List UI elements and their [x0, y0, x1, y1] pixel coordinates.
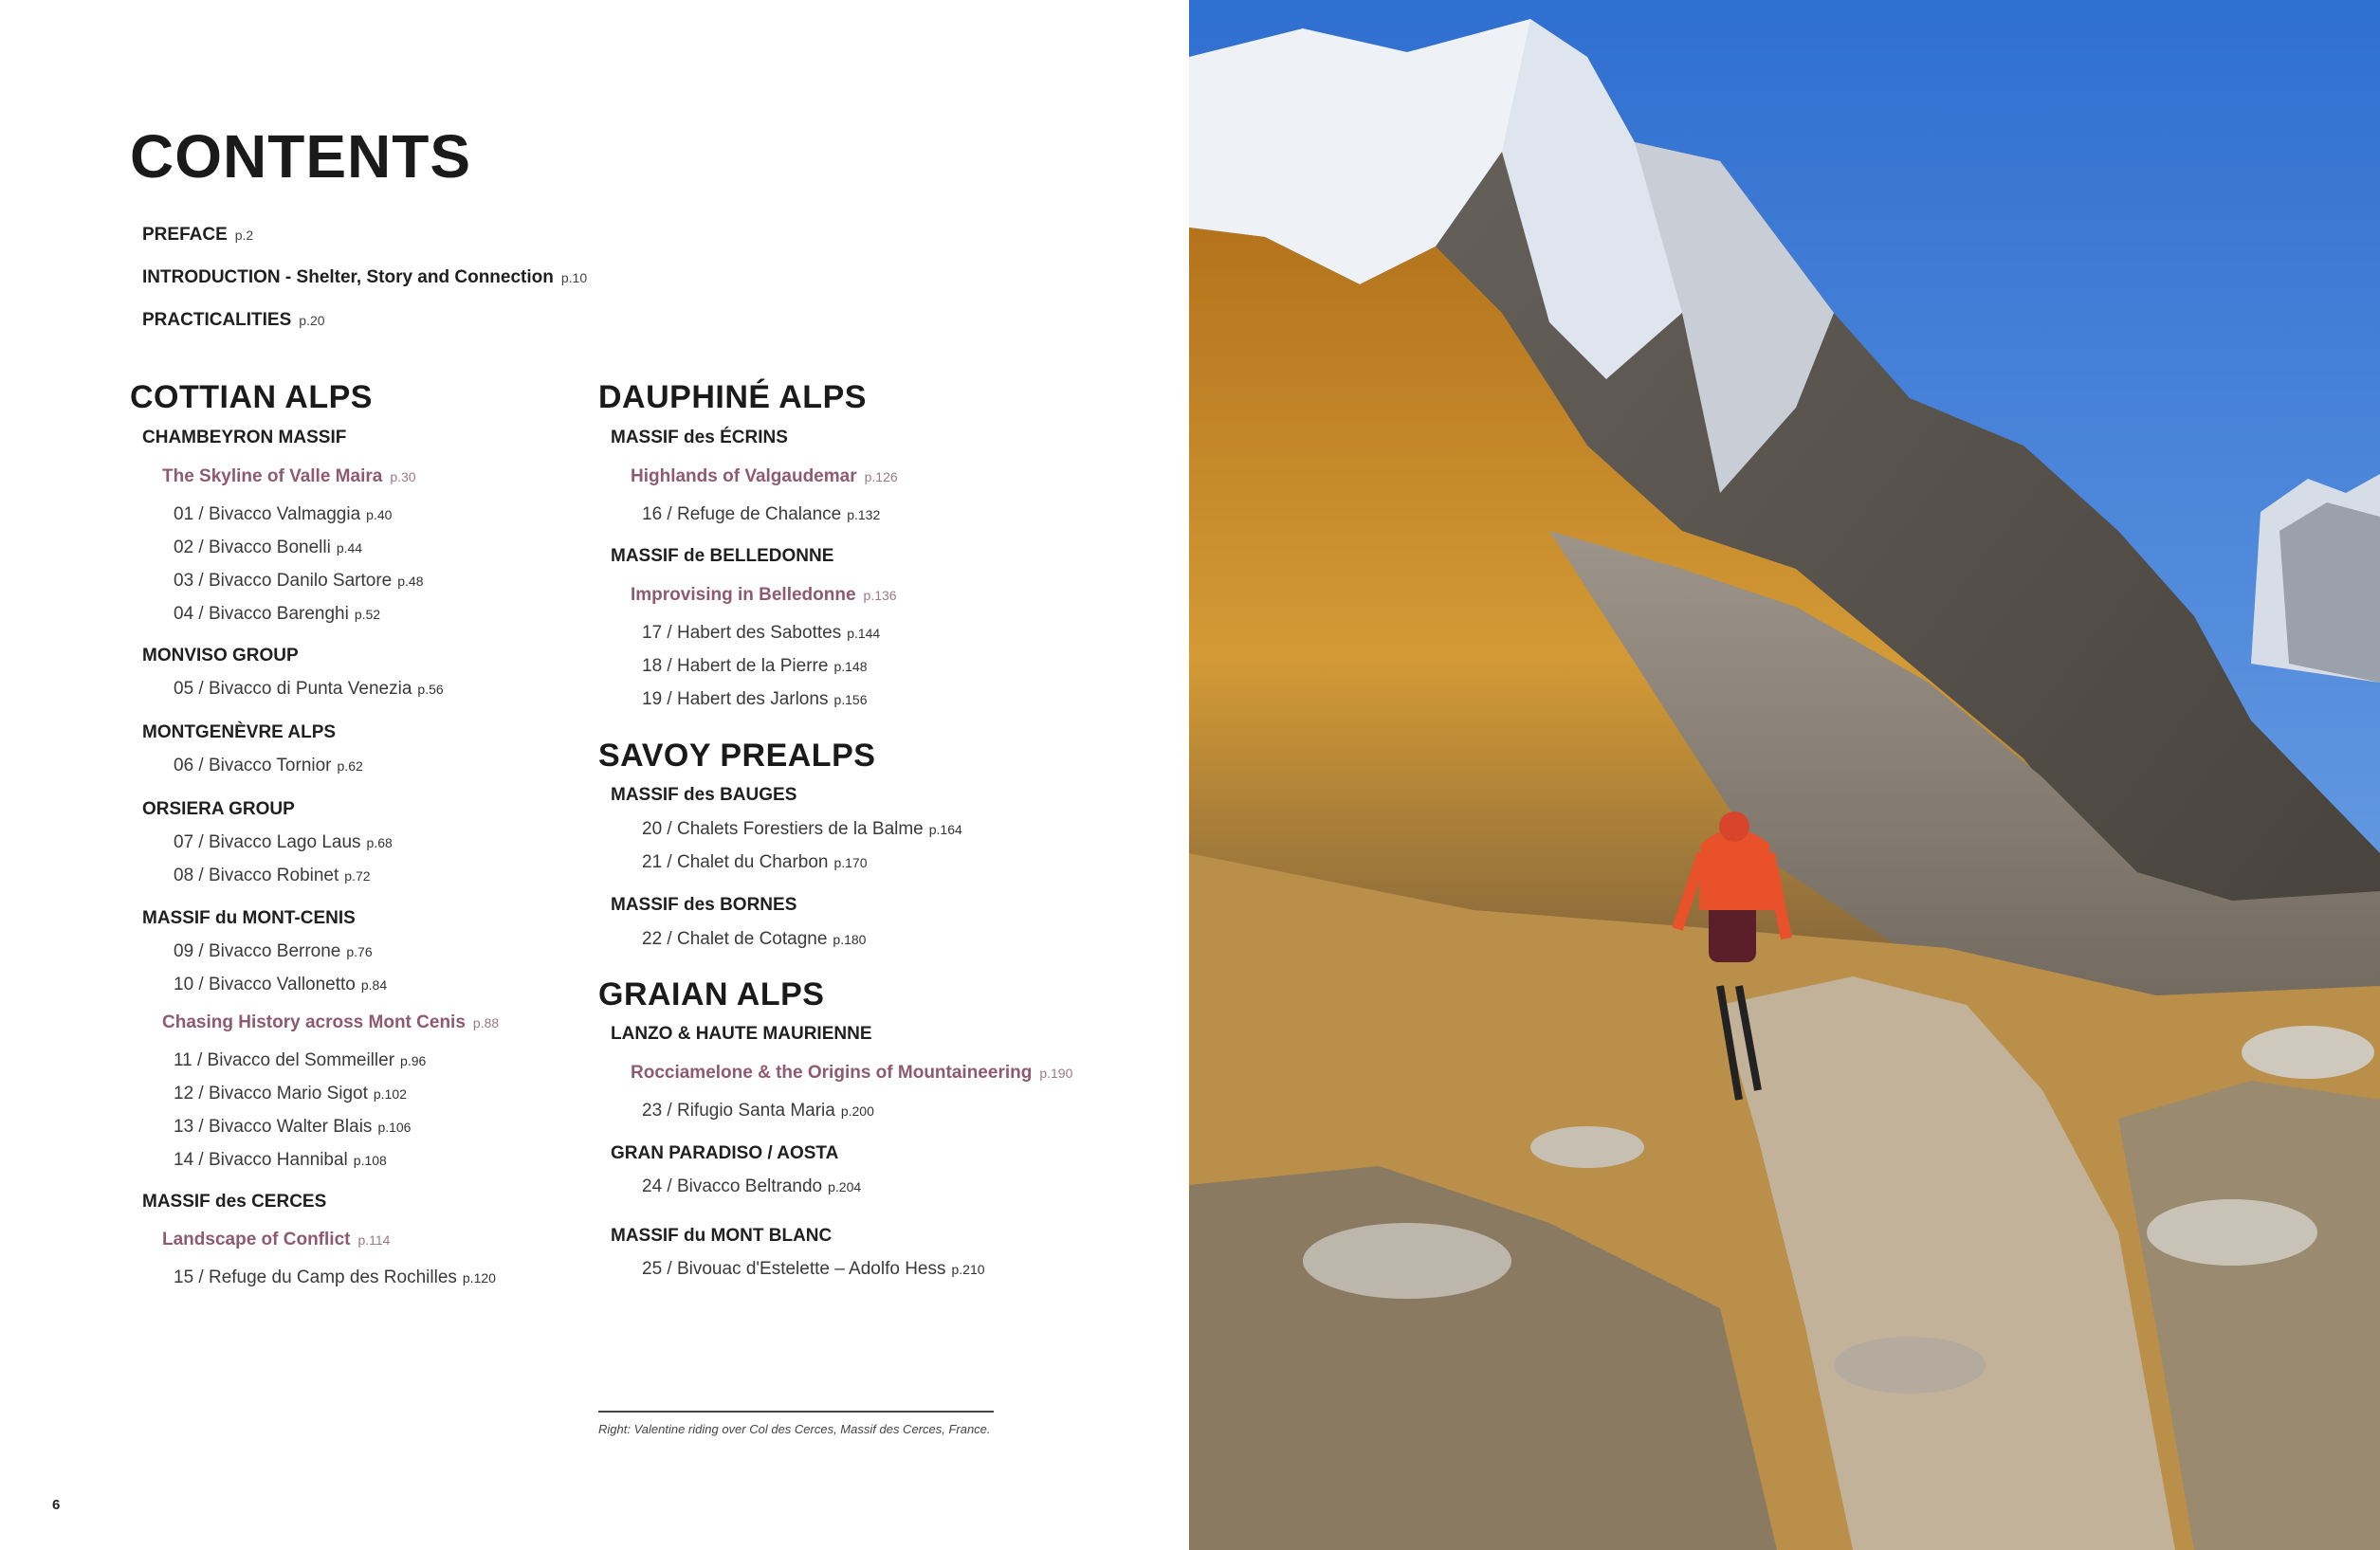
- toc-label: 07 / Bivacco Lago Laus: [174, 832, 361, 852]
- toc-entry[interactable]: [642, 1259, 985, 1280]
- toc-label: 06 / Bivacco Tornior: [174, 756, 332, 775]
- page-ref: p.170: [833, 855, 868, 870]
- story-link[interactable]: [631, 585, 897, 606]
- toc-label: 13 / Bivacco Walter Blais: [174, 1117, 373, 1137]
- massif-heading: [142, 799, 295, 820]
- massif-heading: [611, 1024, 872, 1045]
- toc-label: 08 / Bivacco Robinet: [174, 866, 339, 885]
- toc-label: MONTGENÈVRE ALPS: [142, 722, 337, 742]
- toc-label: 12 / Bivacco Mario Sigot: [174, 1084, 368, 1103]
- toc-label: Landscape of Conflict: [162, 1230, 351, 1249]
- region-heading: [598, 976, 824, 1013]
- page-ref: p.20: [299, 313, 325, 328]
- toc-label: MASSIF de BELLEDONNE: [611, 546, 834, 566]
- front-matter-label: PREFACE: [142, 225, 228, 245]
- toc-label: 01 / Bivacco Valmaggia: [174, 504, 361, 524]
- toc-label: LANZO & HAUTE MAURIENNE: [611, 1024, 872, 1044]
- toc-label: Improvising in Belledonne: [631, 585, 856, 605]
- toc-label: 25 / Bivouac d'Estelette – Adolfo Hess: [642, 1259, 946, 1279]
- page-ref: p.88: [472, 1015, 500, 1030]
- page-ref: p.102: [373, 1086, 407, 1102]
- toc-label: 09 / Bivacco Berrone: [174, 941, 341, 961]
- toc-label: ORSIERA GROUP: [142, 799, 295, 819]
- toc-entry[interactable]: [174, 756, 363, 776]
- page-ref: p.136: [863, 588, 897, 603]
- toc-label: 03 / Bivacco Danilo Sartore: [174, 571, 393, 591]
- page-ref: p.30: [390, 469, 416, 484]
- page-number: 6: [52, 1497, 61, 1513]
- page-ref: p.10: [560, 270, 588, 285]
- page-ref: p.62: [337, 758, 363, 774]
- page-ref: p.76: [346, 944, 373, 959]
- toc-entry[interactable]: [174, 975, 387, 995]
- toc-entry[interactable]: [174, 504, 392, 525]
- toc-label: 16 / Refuge de Chalance: [642, 504, 842, 524]
- toc-label: 22 / Chalet de Cotagne: [642, 929, 828, 949]
- story-link[interactable]: [162, 466, 416, 487]
- page-ref: p.148: [833, 659, 868, 674]
- front-matter-practicalities[interactable]: [142, 310, 325, 331]
- toc-label: Highlands of Valgaudemar: [631, 466, 857, 486]
- massif-heading: [611, 1226, 832, 1247]
- page-ref: p.156: [833, 692, 868, 707]
- massif-heading: [142, 722, 336, 743]
- toc-label: COTTIAN ALPS: [130, 379, 373, 415]
- page-ref: p.56: [417, 682, 444, 697]
- toc-label: 21 / Chalet du Charbon: [642, 852, 829, 872]
- front-matter-introduction[interactable]: [142, 267, 587, 288]
- toc-entry[interactable]: [642, 1176, 861, 1197]
- toc-label: 23 / Rifugio Santa Maria: [642, 1101, 835, 1121]
- toc-entry[interactable]: [174, 679, 444, 700]
- page-ref: p.84: [360, 977, 388, 993]
- front-matter-preface[interactable]: [142, 225, 253, 246]
- page-ref: p.108: [353, 1153, 387, 1168]
- toc-entry[interactable]: [642, 819, 962, 840]
- toc-label: MASSIF des BAUGES: [611, 785, 797, 805]
- page-ref: p.106: [377, 1120, 412, 1135]
- toc-label: 14 / Bivacco Hannibal: [174, 1150, 348, 1170]
- toc-label: Chasing History across Mont Cenis: [162, 1012, 466, 1032]
- toc-label: 17 / Habert des Sabottes: [642, 623, 842, 643]
- toc-label: GRAIAN ALPS: [598, 976, 825, 1012]
- photo-caption: Right: Valentine riding over Col des Cerces, Massif des Cerces, France.: [598, 1422, 991, 1436]
- page-ref: p.44: [336, 540, 363, 556]
- toc-label: MASSIF du MONT BLANC: [611, 1226, 833, 1246]
- toc-entry[interactable]: [174, 1117, 411, 1138]
- massif-heading: [611, 546, 833, 567]
- toc-label: 20 / Chalets Forestiers de la Balme: [642, 819, 924, 839]
- toc-entry[interactable]: [174, 1150, 387, 1171]
- front-matter-label: PRACTICALITIES: [142, 310, 292, 330]
- massif-heading: [142, 428, 346, 448]
- page-ref: p.164: [928, 822, 962, 837]
- caption-rule: [598, 1411, 994, 1413]
- toc-entry[interactable]: [174, 1267, 496, 1288]
- page-ref: p.48: [397, 574, 424, 589]
- toc-entry[interactable]: [642, 656, 868, 677]
- page-ref: p.190: [1039, 1066, 1073, 1081]
- mountain-biker-photo: [1189, 0, 2380, 1550]
- toc-label: 18 / Habert de la Pierre: [642, 656, 829, 676]
- page-ref: p.72: [344, 868, 371, 884]
- toc-entry[interactable]: [642, 504, 880, 525]
- page-ref: p.52: [354, 607, 381, 622]
- page-ref: p.120: [462, 1270, 496, 1286]
- massif-heading: [142, 908, 356, 929]
- story-link[interactable]: [631, 1063, 1072, 1084]
- toc-label: 02 / Bivacco Bonelli: [174, 538, 331, 557]
- toc-label: MONVISO GROUP: [142, 646, 299, 666]
- toc-entry[interactable]: [174, 538, 362, 558]
- toc-entry[interactable]: [174, 941, 373, 962]
- page-ref: p.96: [400, 1053, 427, 1068]
- page-ref: p.114: [357, 1232, 391, 1248]
- front-matter-label: INTRODUCTION - Shelter, Story and Connection: [142, 267, 554, 287]
- massif-heading: [611, 785, 796, 806]
- story-link[interactable]: [631, 466, 898, 487]
- page-ref: p.180: [833, 932, 867, 947]
- page-ref: p.204: [828, 1179, 862, 1194]
- page-ref: p.68: [366, 835, 393, 850]
- region-heading: [598, 379, 867, 416]
- massif-heading: [611, 1143, 838, 1164]
- page-ref: p.40: [366, 507, 393, 522]
- toc-label: 19 / Habert des Jarlons: [642, 689, 829, 709]
- region-heading: [130, 379, 373, 416]
- toc-label: MASSIF du MONT-CENIS: [142, 908, 356, 928]
- toc-label: 15 / Refuge du Camp des Rochilles: [174, 1267, 457, 1287]
- toc-entry[interactable]: [174, 1084, 407, 1104]
- toc-entry[interactable]: [642, 852, 868, 873]
- page-ref: p.200: [840, 1103, 874, 1119]
- massif-heading: [142, 1192, 326, 1213]
- story-link[interactable]: [162, 1230, 390, 1250]
- massif-heading: [611, 895, 796, 916]
- toc-label: Rocciamelone & the Origins of Mountaineering: [631, 1063, 1033, 1083]
- toc-entry[interactable]: [174, 604, 380, 625]
- page-ref: p.210: [951, 1262, 985, 1277]
- toc-label: MASSIF des ÉCRINS: [611, 428, 788, 447]
- page-title: CONTENTS: [130, 122, 471, 191]
- toc-label: SAVOY PREALPS: [598, 738, 876, 774]
- toc-label: MASSIF des CERCES: [142, 1192, 327, 1212]
- toc-entry[interactable]: [174, 571, 423, 592]
- toc-label: MASSIF des BORNES: [611, 895, 797, 915]
- page-ref: p.132: [847, 507, 881, 522]
- toc-entry[interactable]: [174, 1050, 426, 1071]
- toc-label: 04 / Bivacco Barenghi: [174, 604, 349, 624]
- toc-entry[interactable]: [642, 1101, 874, 1121]
- toc-entry[interactable]: [642, 929, 866, 950]
- toc-label: 05 / Bivacco di Punta Venezia: [174, 679, 412, 699]
- toc-label: The Skyline of Valle Maira: [162, 466, 383, 486]
- toc-label: CHAMBEYRON MASSIF: [142, 428, 347, 447]
- toc-label: GRAN PARADISO / AOSTA: [611, 1143, 839, 1163]
- toc-entry[interactable]: [642, 689, 868, 710]
- toc-label: 24 / Bivacco Beltrando: [642, 1176, 823, 1196]
- page-ref: p.2: [234, 228, 254, 243]
- page-ref: p.126: [864, 469, 898, 484]
- region-heading: [598, 738, 875, 775]
- massif-heading: [611, 428, 788, 448]
- toc-label: DAUPHINÉ ALPS: [598, 379, 867, 415]
- toc-label: 10 / Bivacco Vallonetto: [174, 975, 356, 994]
- contents-page: [0, 0, 1189, 1550]
- massif-heading: [142, 646, 299, 666]
- toc-entry[interactable]: [174, 832, 393, 853]
- toc-entry[interactable]: [642, 623, 880, 644]
- toc-label: 11 / Bivacco del Sommeiller: [174, 1050, 395, 1070]
- story-link[interactable]: [162, 1012, 499, 1033]
- toc-entry[interactable]: [174, 866, 371, 886]
- page-ref: p.144: [847, 626, 881, 641]
